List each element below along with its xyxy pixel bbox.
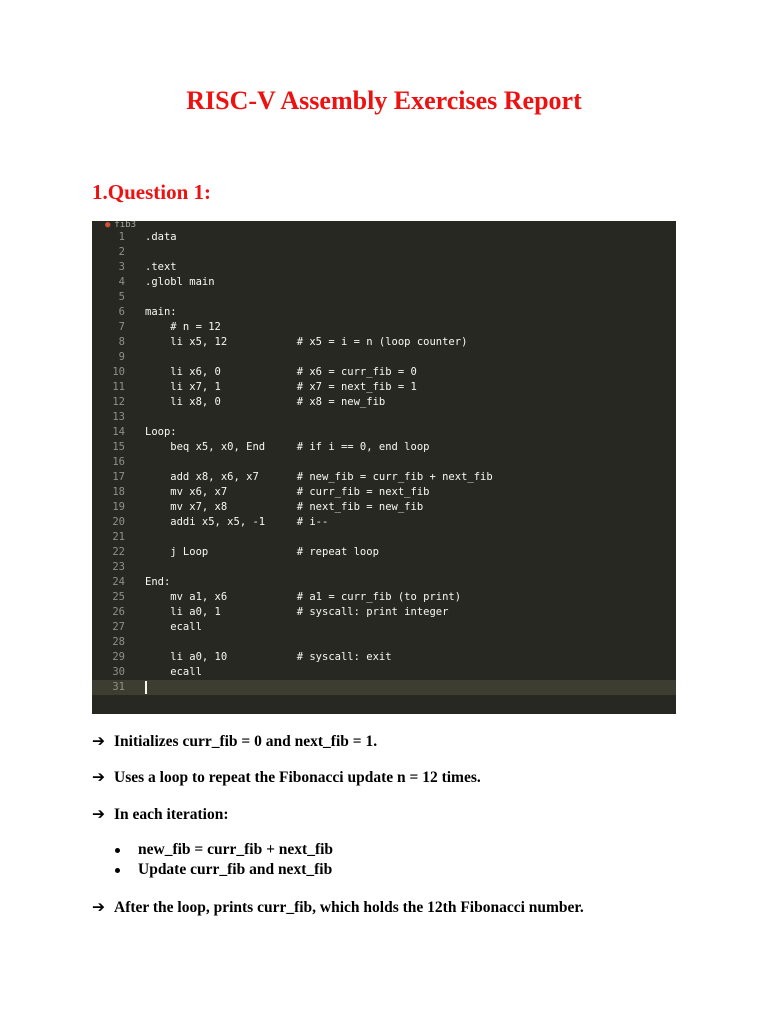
point-2 (92, 767, 481, 788)
file-modified-icon: ● (105, 221, 111, 229)
line-number: 14 (112, 426, 125, 438)
code-line (92, 650, 676, 665)
code-text: li x5, 12 # x5 = i = n (loop counter) (145, 336, 468, 348)
code-line (92, 260, 676, 275)
line-number: 24 (112, 576, 125, 588)
arrow-icon: ➔ (92, 805, 105, 823)
code-text: .data (145, 231, 177, 243)
code-text: ecall (145, 666, 202, 678)
line-number: 8 (118, 336, 125, 348)
code-text: mv a1, x6 # a1 = curr_fib (to print) (145, 591, 462, 603)
code-text: mv x6, x7 # curr_fib = next_fib (145, 486, 430, 498)
line-number: 20 (112, 516, 125, 528)
line-number: 11 (112, 381, 125, 393)
line-number: 18 (112, 486, 125, 498)
code-text: End: (145, 576, 171, 588)
section-heading: 1.Question 1: (92, 180, 212, 204)
code-line (92, 485, 676, 500)
code-line (92, 425, 676, 440)
line-number: 4 (118, 276, 125, 288)
code-text: .globl main (145, 276, 215, 288)
code-line (92, 365, 676, 380)
line-number: 16 (112, 456, 125, 468)
line-number: 30 (112, 666, 125, 678)
line-number: 13 (112, 411, 125, 423)
code-line (92, 335, 676, 350)
code-line (92, 275, 676, 290)
line-number: 17 (112, 471, 125, 483)
editor-tab (92, 221, 152, 229)
report-title: RISC-V Assembly Exercises Report (186, 86, 582, 115)
line-number: 28 (112, 636, 125, 648)
code-line (92, 230, 676, 245)
editor-tab-label: fib3 (114, 221, 137, 229)
code-text: # n = 12 (145, 321, 221, 333)
code-text: .text (145, 261, 177, 273)
line-number: 10 (112, 366, 125, 378)
line-number: 3 (118, 261, 125, 273)
point-3-text: In each iteration: (114, 806, 229, 823)
code-line (92, 635, 676, 650)
line-number: 21 (112, 531, 125, 543)
code-line (92, 560, 676, 575)
line-number: 19 (112, 501, 125, 513)
line-number: 5 (118, 291, 125, 303)
code-line (92, 395, 676, 410)
code-line (92, 545, 676, 560)
code-text: li a0, 10 # syscall: exit (145, 651, 392, 663)
point-1-text: Initializes curr_fib = 0 and next_fib = 1. (114, 733, 378, 750)
code-text: li x8, 0 # x8 = new_fib (145, 396, 386, 408)
line-number: 15 (112, 441, 125, 453)
code-line (92, 410, 676, 425)
code-text: li a0, 1 # syscall: print integer (145, 606, 449, 618)
list-item: new_fib = curr_fib + next_fib (92, 840, 333, 860)
line-number: 29 (112, 651, 125, 663)
code-text: ecall (145, 621, 202, 633)
code-line (92, 380, 676, 395)
code-text: mv x7, x8 # next_fib = new_fib (145, 501, 424, 513)
code-line (92, 515, 676, 530)
point-2-text: Uses a loop to repeat the Fibonacci update n = 12 times. (114, 769, 481, 786)
conclusion-text: After the loop, prints curr_fib, which holds the 12th Fibonacci number. (114, 899, 584, 916)
code-line (92, 575, 676, 590)
code-text: Loop: (145, 426, 177, 438)
code-line (92, 245, 676, 260)
list-item: Update curr_fib and next_fib (92, 860, 333, 880)
arrow-icon: ➔ (92, 898, 105, 916)
line-number: 7 (118, 321, 125, 333)
code-line (92, 530, 676, 545)
point-1 (92, 731, 377, 752)
code-line (92, 320, 676, 335)
code-line (92, 680, 676, 695)
code-line (92, 590, 676, 605)
code-line (92, 665, 676, 680)
code-line (92, 620, 676, 635)
line-number: 1 (118, 231, 125, 243)
code-line (92, 350, 676, 365)
conclusion (92, 897, 584, 918)
line-number: 27 (112, 621, 125, 633)
code-text: li x6, 0 # x6 = curr_fib = 0 (145, 366, 417, 378)
code-editor-screenshot (92, 221, 676, 714)
code-line (92, 455, 676, 470)
line-number: 22 (112, 546, 125, 558)
arrow-icon: ➔ (92, 732, 105, 750)
code-line (92, 290, 676, 305)
line-number: 26 (112, 606, 125, 618)
arrow-icon: ➔ (92, 768, 105, 786)
line-number: 9 (118, 351, 125, 363)
code-line (92, 470, 676, 485)
code-text: beq x5, x0, End # if i == 0, end loop (145, 441, 430, 453)
text-cursor (145, 681, 147, 694)
code-line (92, 500, 676, 515)
code-line (92, 305, 676, 320)
iteration-list (92, 840, 333, 880)
code-text: add x8, x6, x7 # new_fib = curr_fib + next_fib (145, 471, 493, 483)
code-text: j Loop # repeat loop (145, 546, 379, 558)
code-text: li x7, 1 # x7 = next_fib = 1 (145, 381, 417, 393)
line-number: 12 (112, 396, 125, 408)
code-text: addi x5, x5, -1 # i-- (145, 516, 329, 528)
code-line (92, 605, 676, 620)
line-number: 31 (112, 681, 125, 693)
line-number: 2 (118, 246, 125, 258)
line-number: 6 (118, 306, 125, 318)
line-number: 25 (112, 591, 125, 603)
code-line (92, 440, 676, 455)
line-number: 23 (112, 561, 125, 573)
code-text: main: (145, 306, 177, 318)
point-3 (92, 804, 229, 825)
